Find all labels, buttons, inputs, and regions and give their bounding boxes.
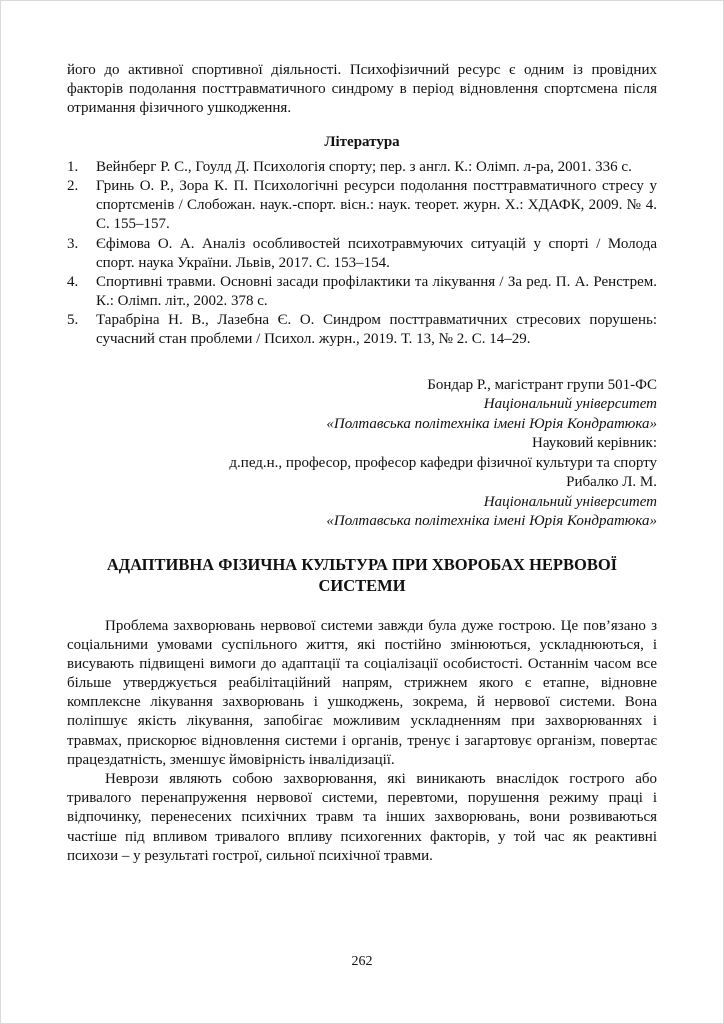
body-paragraph: Неврози являють собою захворювання, які виникають внаслідок гострого або тривалого перенапруження нервової системи, перевтоми, порушення режиму праці і відпочинку, перенесених психічних травм та інших захворювань, вони розвиваються частіше під впливом тривалого впливу психогенних факторів, у той час як реактивні психози – у результаті гострої, сильної психічної травми. <box>67 771 657 864</box>
author-university-line: Національний університет <box>483 493 657 510</box>
body-paragraph: Проблема захворювань нервової системи завжди була дуже гострою. Це пов’язано з соціальними умовами суспільного життя, які постійно змінюються, ускладнюються, і висувають підвищені вимоги до адаптації та соціалізації особистості. Останнім часом все більше утверджується реабілітаційний напрям, стрижнем якого є етапне, відновне комплексне лікування захворювань і ушкоджень, зокрема, й нервової системи. Вона поліпшує якість лікування, запобігає можливим ускладненням при захворюваннях і травмах, прискорює відновлення системи і органів, тренує і загартовує організм, повертає працездатність, зменшує ймовірність інвалідизації. <box>67 617 657 768</box>
article-title: АДАПТИВНА ФІЗИЧНА КУЛЬТУРА ПРИ ХВОРОБАХ НЕРВОВОЇ СИСТЕМИ <box>106 554 618 596</box>
author-university-line: «Полтавська політехніка імені Юрія Кондратюка» <box>326 513 657 530</box>
references-heading: Література <box>324 133 400 150</box>
reference-item <box>67 311 657 349</box>
reference-number: 1. <box>67 158 79 175</box>
author-university-line: Національний університет <box>483 396 657 413</box>
reference-number: 5. <box>67 312 79 329</box>
reference-text: Гринь О. Р., Зора К. П. Психологічні ресурси подолання посттравматичного стресу у спортсменів / Слобожан. наук.-спорт. вісн.: наук. теорет. журн. Х.: ХДАФК, 2009. № 4. С. 155–157. <box>96 177 657 233</box>
intro-paragraph: його до активної спортивної діяльності. Психофізичний ресурс є одним із провідних факторів подолання посттравматичного синдрому в період відновлення спортсмена після отримання фізичного ушкодження. <box>67 62 657 117</box>
reference-text: Спортивні травми. Основні засади профілактики та лікування / За ред. П. А. Ренстрем. К.: Олімп. літ., 2002. 378 с. <box>96 273 657 310</box>
reference-number: 3. <box>67 235 79 252</box>
reference-item <box>67 273 657 311</box>
page-number: 262 <box>351 954 373 970</box>
reference-item <box>67 235 657 273</box>
references-list <box>67 158 657 350</box>
reference-item <box>67 177 657 235</box>
reference-text: Вейнберг Р. С., Гоулд Д. Психологія спорту; пер. з англ. К.: Олімп. л-ра, 2001. 336 с. <box>96 158 632 175</box>
author-name-line: Бондар Р., магістрант групи 501-ФС <box>427 376 657 393</box>
supervisor-name-line: Рибалко Л. М. <box>566 474 657 491</box>
reference-number: 2. <box>67 177 79 194</box>
reference-text: Тарабріна Н. В., Лазебна Є. О. Синдром посттравматичних стресових порушень: сучасний стан проблеми / Психол. журн., 2019. Т. 13, № 2. С. 14–29. <box>96 312 657 348</box>
reference-text: Єфімова О. А. Аналіз особливостей психотравмуючих ситуацій у спорті / Молода спорт. наука України. Львів, 2017. С. 153–154. <box>96 235 657 271</box>
reference-number: 4. <box>67 273 79 290</box>
supervisor-degree-line: д.пед.н., професор, професор кафедри фізичної культури та спорту <box>229 454 657 471</box>
supervisor-label-line: Науковий керівник: <box>532 435 657 452</box>
reference-item <box>67 158 657 177</box>
author-university-line: «Полтавська політехніка імені Юрія Кондратюка» <box>326 415 657 432</box>
author-block <box>67 376 657 532</box>
